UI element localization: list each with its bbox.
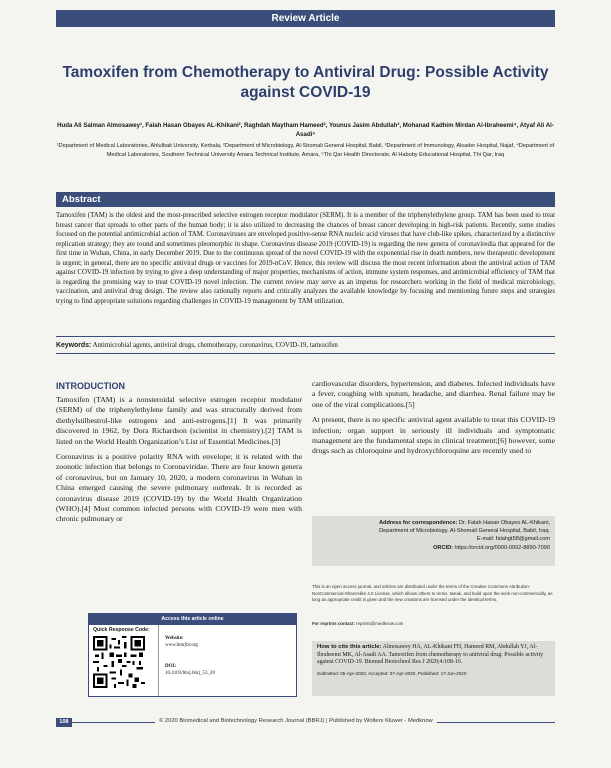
website-link[interactable]: www.bmrjbr.org: [165, 643, 198, 648]
citation-label: How to cite this article:: [317, 644, 382, 650]
divider-bottom: [56, 353, 555, 354]
orcid-link[interactable]: https://orcid.org/0000-0002-8890-7090: [452, 544, 550, 551]
citation-text: Almosawey HA, AL-Khikani FH, Hameed RM, Abdullah YJ, Al-Ibraheemi MK, Al-Asadi AA. Tamoxifen from chemotherapy to antiviral drug: Possible activity against COVID-19. Biomed Biotechnol Res J 2020;4:108-16.: [317, 644, 544, 666]
correspondence-label: Address for correspondence:: [379, 520, 458, 526]
keywords-line: [56, 341, 555, 350]
qr-code-icon[interactable]: [93, 636, 145, 688]
author-affiliations: ¹Department of Medical Laboratories, Ahlulbait University, Kerbala, ²Department of Microbiology, Al-Shomali General Hospital, Babil, ³Department of Immunology, Alsader Hospital, Najaf, ⁴Department of Medical Laboratories, Southern Technical University Amara Technical Institute, Amara, ⁵Thi Qar Health Directorate, Al Haboby Educational Hospital, Thi Qar, Iraq: [56, 143, 555, 158]
page-number: 108: [56, 718, 72, 727]
correspondence-name: Dr. Falah Hasan Obayes AL-Khikani,: [457, 520, 550, 526]
doi-link[interactable]: 10.4103/bbrj.bbrj_53_20: [165, 671, 215, 676]
intro-paragraph: At present, there is no specific antiviral agent available to treat this COVID-19 infection; organ support in seriously ill individuals and symptomatic management are the fundamental steps in clinical treatment;[6] however, some drugs such as chloroquine and hydroxychloroquine are recently used to: [312, 415, 555, 456]
intro-right-column: [312, 379, 555, 462]
doi-label: DOI:: [165, 664, 177, 669]
section-heading-introduction: INTRODUCTION: [56, 381, 125, 391]
intro-paragraph: cardiovascular disorders, hypertension, and diabetes. Infected individuals have a fever, coughing with sputum, headache, and diarrhea. Renal failure may be one of the viral complications.[5]: [312, 379, 555, 409]
correspondence-email[interactable]: E-mail: falahgt58@gmail.com: [476, 536, 550, 543]
qr-code-label: Quick Response Code:: [93, 627, 150, 633]
access-online-box: [88, 613, 297, 697]
access-online-heading: Access this article online: [89, 614, 296, 625]
citation-box: [312, 641, 555, 696]
author-list: Huda Ali Salman Almosawey¹, Falah Hasan Obayes AL-Khikani², Raghdah Maytham Hameed², Younus Jasim Abdullah³, Mohanad Kadhim Mirdan Al-Ibraheemi⁴, Atyaf Ali Al-Asadi⁵: [57, 122, 554, 138]
divider-top: [56, 336, 555, 337]
footer-copyright: © 2020 Biomedical and Biotechnology Research Journal (BBRJ) | Published by Wolters Kluwer - Medknow: [155, 718, 437, 724]
keywords-text: Antimicrobial agents, antiviral drugs, chemotherapy, coronavirus, COVID-19, tamoxifen: [91, 342, 338, 349]
reprints-label: For reprints contact:: [312, 621, 355, 626]
intro-left-column: [56, 395, 302, 530]
orcid-label: ORCID:: [433, 544, 453, 551]
reprints-line: [312, 621, 555, 626]
citation-dates: Submitted: 05-Apr-2020, Accepted: 07-Apr-2020, Published: 17-Jun-2020: [317, 670, 467, 676]
article-type-banner: Review Article: [56, 10, 555, 27]
intro-paragraph: Coronavirus is a positive polarity RNA with envelope; it is related with the zoonotic infection that belongs to Coronaviridae. There are four known genera of coronavirus, but on January 10, 2020, a modern coronavirus in Wuhan in China emerged causing the severe pulmonary outbreak. It is recorded as coronavirus disease 2019 (COVID-19) by the World Health Organization (WHO).[4] Most common infected persons with COVID-19 were men with chronic pulmonary or: [56, 452, 302, 524]
correspondence-box: [312, 516, 555, 566]
abstract-body: Tamoxifen (TAM) is the oldest and the most-prescribed selective estrogen receptor modulator (SERM). It is a member of the triphenylethylene group. TAM has been used to treat breast cancer that spreads to other parts of the human body; it is also utilized to decreasing the chances of breast cancer developing in high-risk patients. Recently, some studies focused on the potential antimicrobial action of TAM. Coronaviruses are enveloped positive-sense RNA nucleic acid viruses that have club-like spikes, characterized by a distinctive replication strategy; they are round and sometimes pleomorphic in shape. Coronavirus disease 2019 (COVID-19) is regarding the new genera of coronaviredia that appeared for the first time in Wuhan, China, in early December 2019. Due to the continuous spread of the novel COVID-19 with the exponential rise in death numbers, new therapeutic development is urgent; in general, there are no specific antiviral drugs or vaccines for 2019-nCoV. Hence, this review will discuss the most recent information about the antiviral action of TAM against COVID-19 infection by trying to give a deep understanding of major properties, mechanisms of action, immune system responses, and antimicrobial efficiency of TAM that is regarding the promising way to treat COVID-19 novel infection. The current review may serve as an impetus for researchers working in the field of medical microbiology, vaccination, and antiviral drug design. The review also rationally reports and critically analyzes the available knowledge by focusing and mentioning future steps and strategies trying to find appropriate solutions regarding challenges in COVID-19 management by TAM utilization.: [56, 212, 555, 305]
correspondence-address: Department of Microbiology, Al-Shomali General Hospital, Babil, Iraq.: [379, 528, 550, 535]
article-title: Tamoxifen from Chemotherapy to Antiviral Drug: Possible Activity against COVID-19: [62, 64, 549, 101]
abstract-heading: Abstract: [56, 192, 555, 207]
open-access-notice: This is an open access journal, and articles are distributed under the terms of the Creative Commons Attribution-NonCommercial-ShareAlike 4.0 License, which allows others to remix, tweak, and build upon the work non-commercially, as long as appropriate credit is given and the new creations are licensed under the identical terms.: [312, 584, 553, 602]
reprints-email[interactable]: reprints@medknow.com: [354, 621, 404, 626]
website-label: Website:: [165, 636, 184, 641]
intro-paragraph: Tamoxifen (TAM) is a nonsteroidal selective estrogen receptor modulator (SERM) of the triphenylethylene family and was structurally derived from diethylstilbestrol-like estrogens and anti-estrogens.[1] It was primarily discovered in 1962, by Dora Richardson (scientist in chemistry).[2] TAM is listed on the World Health Organization’s List of Essential Medicines.[3]: [56, 395, 302, 446]
keywords-label: Keywords:: [56, 342, 92, 349]
